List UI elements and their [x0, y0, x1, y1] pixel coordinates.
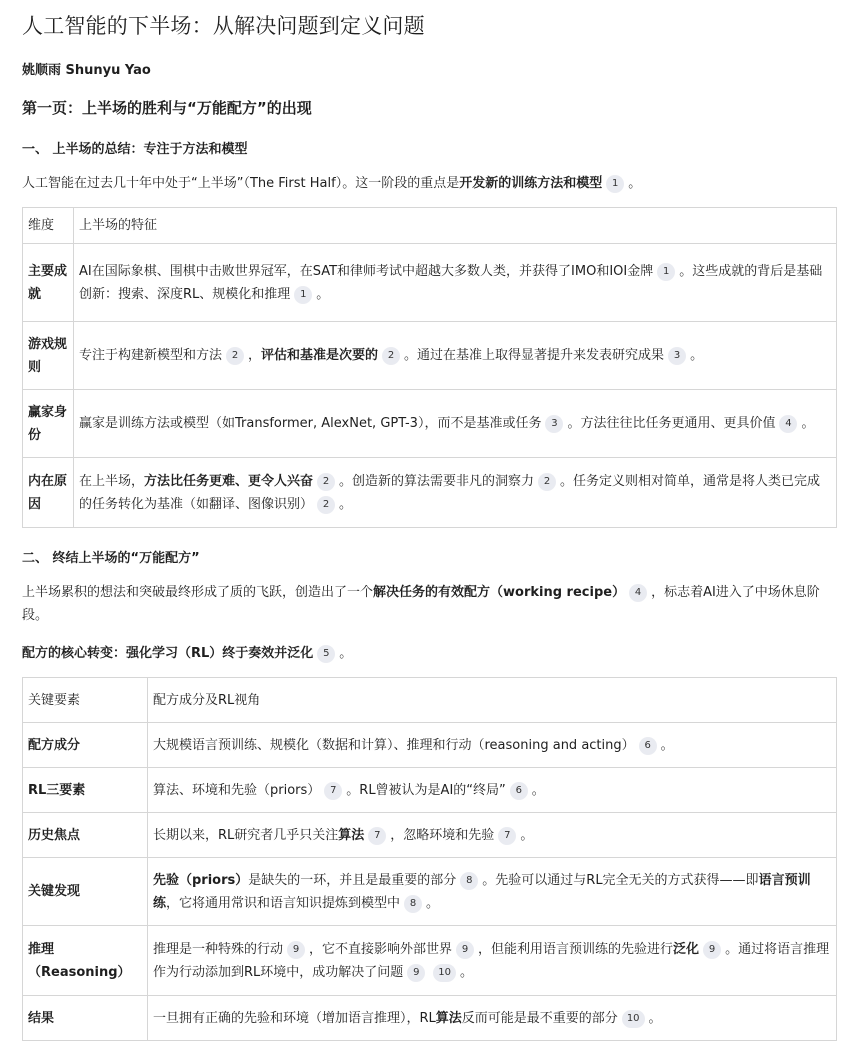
citation-badge[interactable]: 9	[287, 941, 305, 959]
row-value: 一旦拥有正确的先验和环境（增加语言推理），RL算法反而可能是最不重要的部分 10 。	[148, 996, 837, 1041]
table-row	[23, 723, 837, 768]
row-value: AI在国际象棋、围棋中击败世界冠军，在SAT和律师考试中超越大多数人类，并获得了IMO和IOI金牌 1 。这些成就的背后是基础创新：搜索、深度RL、规模化和推理 1 。	[74, 244, 837, 322]
citation-badge[interactable]: 10	[622, 1010, 645, 1028]
citation-badge[interactable]: 10	[433, 964, 456, 982]
citation-badge[interactable]: 9	[456, 941, 474, 959]
section-1-intro: 人工智能在过去几十年中处于“上半场”（The First Half）。这一阶段的重点是开发新的训练方法和模型 1 。	[22, 176, 642, 191]
table-header-cell: 上半场的特征	[74, 208, 837, 244]
citation-badge[interactable]: 3	[668, 347, 686, 365]
citation-badge[interactable]: 6	[510, 782, 528, 800]
row-value: 在上半场，方法比任务更难、更令人兴奋 2 。创造新的算法需要非凡的洞察力 2 。任务定义则相对简单，通常是将人类已完成的任务转化为基准（如翻译、图像识别） 2 。	[74, 458, 837, 528]
citation-badge[interactable]: 7	[498, 827, 516, 845]
row-value: 赢家是训练方法或模型（如Transformer, AlexNet, GPT-3），而不是基准或任务 3 。方法往往比任务更通用、更具价值 4 。	[74, 390, 837, 458]
row-key: 主要成就	[23, 244, 74, 322]
citation-badge[interactable]: 2	[538, 473, 556, 491]
citation-badge[interactable]: 2	[317, 496, 335, 514]
table-row	[23, 458, 837, 528]
citation-badge[interactable]: 4	[629, 584, 647, 602]
author-name: 姚顺雨 Shunyu Yao	[22, 63, 151, 78]
citation-badge[interactable]: 9	[407, 964, 425, 982]
table-header-cell: 维度	[23, 208, 74, 244]
row-value: 长期以来，RL研究者几乎只关注算法 7 ，忽略环境和先验 7 。	[148, 813, 837, 858]
table-row	[23, 996, 837, 1041]
citation-badge[interactable]: 3	[545, 415, 563, 433]
recipe-table	[22, 677, 837, 1041]
table-row	[23, 322, 837, 390]
row-key: 赢家身份	[23, 390, 74, 458]
row-value: 大规模语言预训练、规模化（数据和计算）、推理和行动（reasoning and acting） 6 。	[148, 723, 837, 768]
table-header-cell: 关键要素	[23, 678, 148, 723]
table-row	[23, 390, 837, 458]
citation-badge[interactable]: 1	[606, 175, 624, 193]
row-value: 先验（priors）是缺失的一环，并且是最重要的部分 8 。先验可以通过与RL完全无关的方式获得——即语言预训练，它将通用常识和语言知识提炼到模型中 8 。	[148, 858, 837, 926]
row-key: 历史焦点	[23, 813, 148, 858]
row-key: 游戏规则	[23, 322, 74, 390]
table-row	[23, 768, 837, 813]
citation-badge[interactable]: 7	[368, 827, 386, 845]
citation-badge[interactable]: 1	[657, 263, 675, 281]
row-value: 推理是一种特殊的行动 9 ，它不直接影响外部世界 9 ，但能利用语言预训练的先验进行泛化 9 。通过将语言推理作为行动添加到RL环境中，成功解决了问题 9 10 。	[148, 926, 837, 996]
table-header-row	[23, 208, 837, 244]
row-key: 配方成分	[23, 723, 148, 768]
table-row	[23, 926, 837, 996]
section-2-heading: 二、 终结上半场的“万能配方”	[22, 551, 200, 566]
row-key: 内在原因	[23, 458, 74, 528]
row-key: 推理 （Reasoning）	[23, 926, 148, 996]
table-header-row	[23, 678, 837, 723]
section-1-heading: 一、 上半场的总结：专注于方法和模型	[22, 142, 248, 157]
citation-badge[interactable]: 8	[460, 872, 478, 890]
citation-badge[interactable]: 4	[779, 415, 797, 433]
table-row	[23, 244, 837, 322]
section-2-paragraph: 上半场累积的想法和突破最终形成了质的飞跃，创造出了一个解决任务的有效配方（working recipe） 4 ，标志着AI进入了中场休息阶段。	[22, 585, 820, 623]
recipe-core-shift: 配方的核心转变：强化学习（RL）终于奏效并泛化 5 。	[22, 646, 353, 661]
citation-badge[interactable]: 5	[317, 645, 335, 663]
citation-badge[interactable]: 2	[226, 347, 244, 365]
page-heading: 第一页：上半场的胜利与“万能配方”的出现	[22, 99, 312, 117]
row-value: 算法、环境和先验（priors） 7 。RL曾被认为是AI的“终局” 6 。	[148, 768, 837, 813]
citation-badge[interactable]: 1	[294, 286, 312, 304]
citation-badge[interactable]: 6	[639, 737, 657, 755]
table-header-cell: 配方成分及RL视角	[148, 678, 837, 723]
table-row	[23, 858, 837, 926]
citation-badge[interactable]: 2	[317, 473, 335, 491]
first-half-table	[22, 207, 837, 528]
citation-badge[interactable]: 8	[404, 895, 422, 913]
row-key: 关键发现	[23, 858, 148, 926]
citation-badge[interactable]: 9	[703, 941, 721, 959]
citation-badge[interactable]: 2	[382, 347, 400, 365]
page-title: 人工智能的下半场：从解决问题到定义问题	[22, 14, 425, 38]
citation-badge[interactable]: 7	[324, 782, 342, 800]
row-key: RL三要素	[23, 768, 148, 813]
table-row	[23, 813, 837, 858]
row-key: 结果	[23, 996, 148, 1041]
row-value: 专注于构建新模型和方法 2 ，评估和基准是次要的 2 。通过在基准上取得显著提升来发表研究成果 3 。	[74, 322, 837, 390]
